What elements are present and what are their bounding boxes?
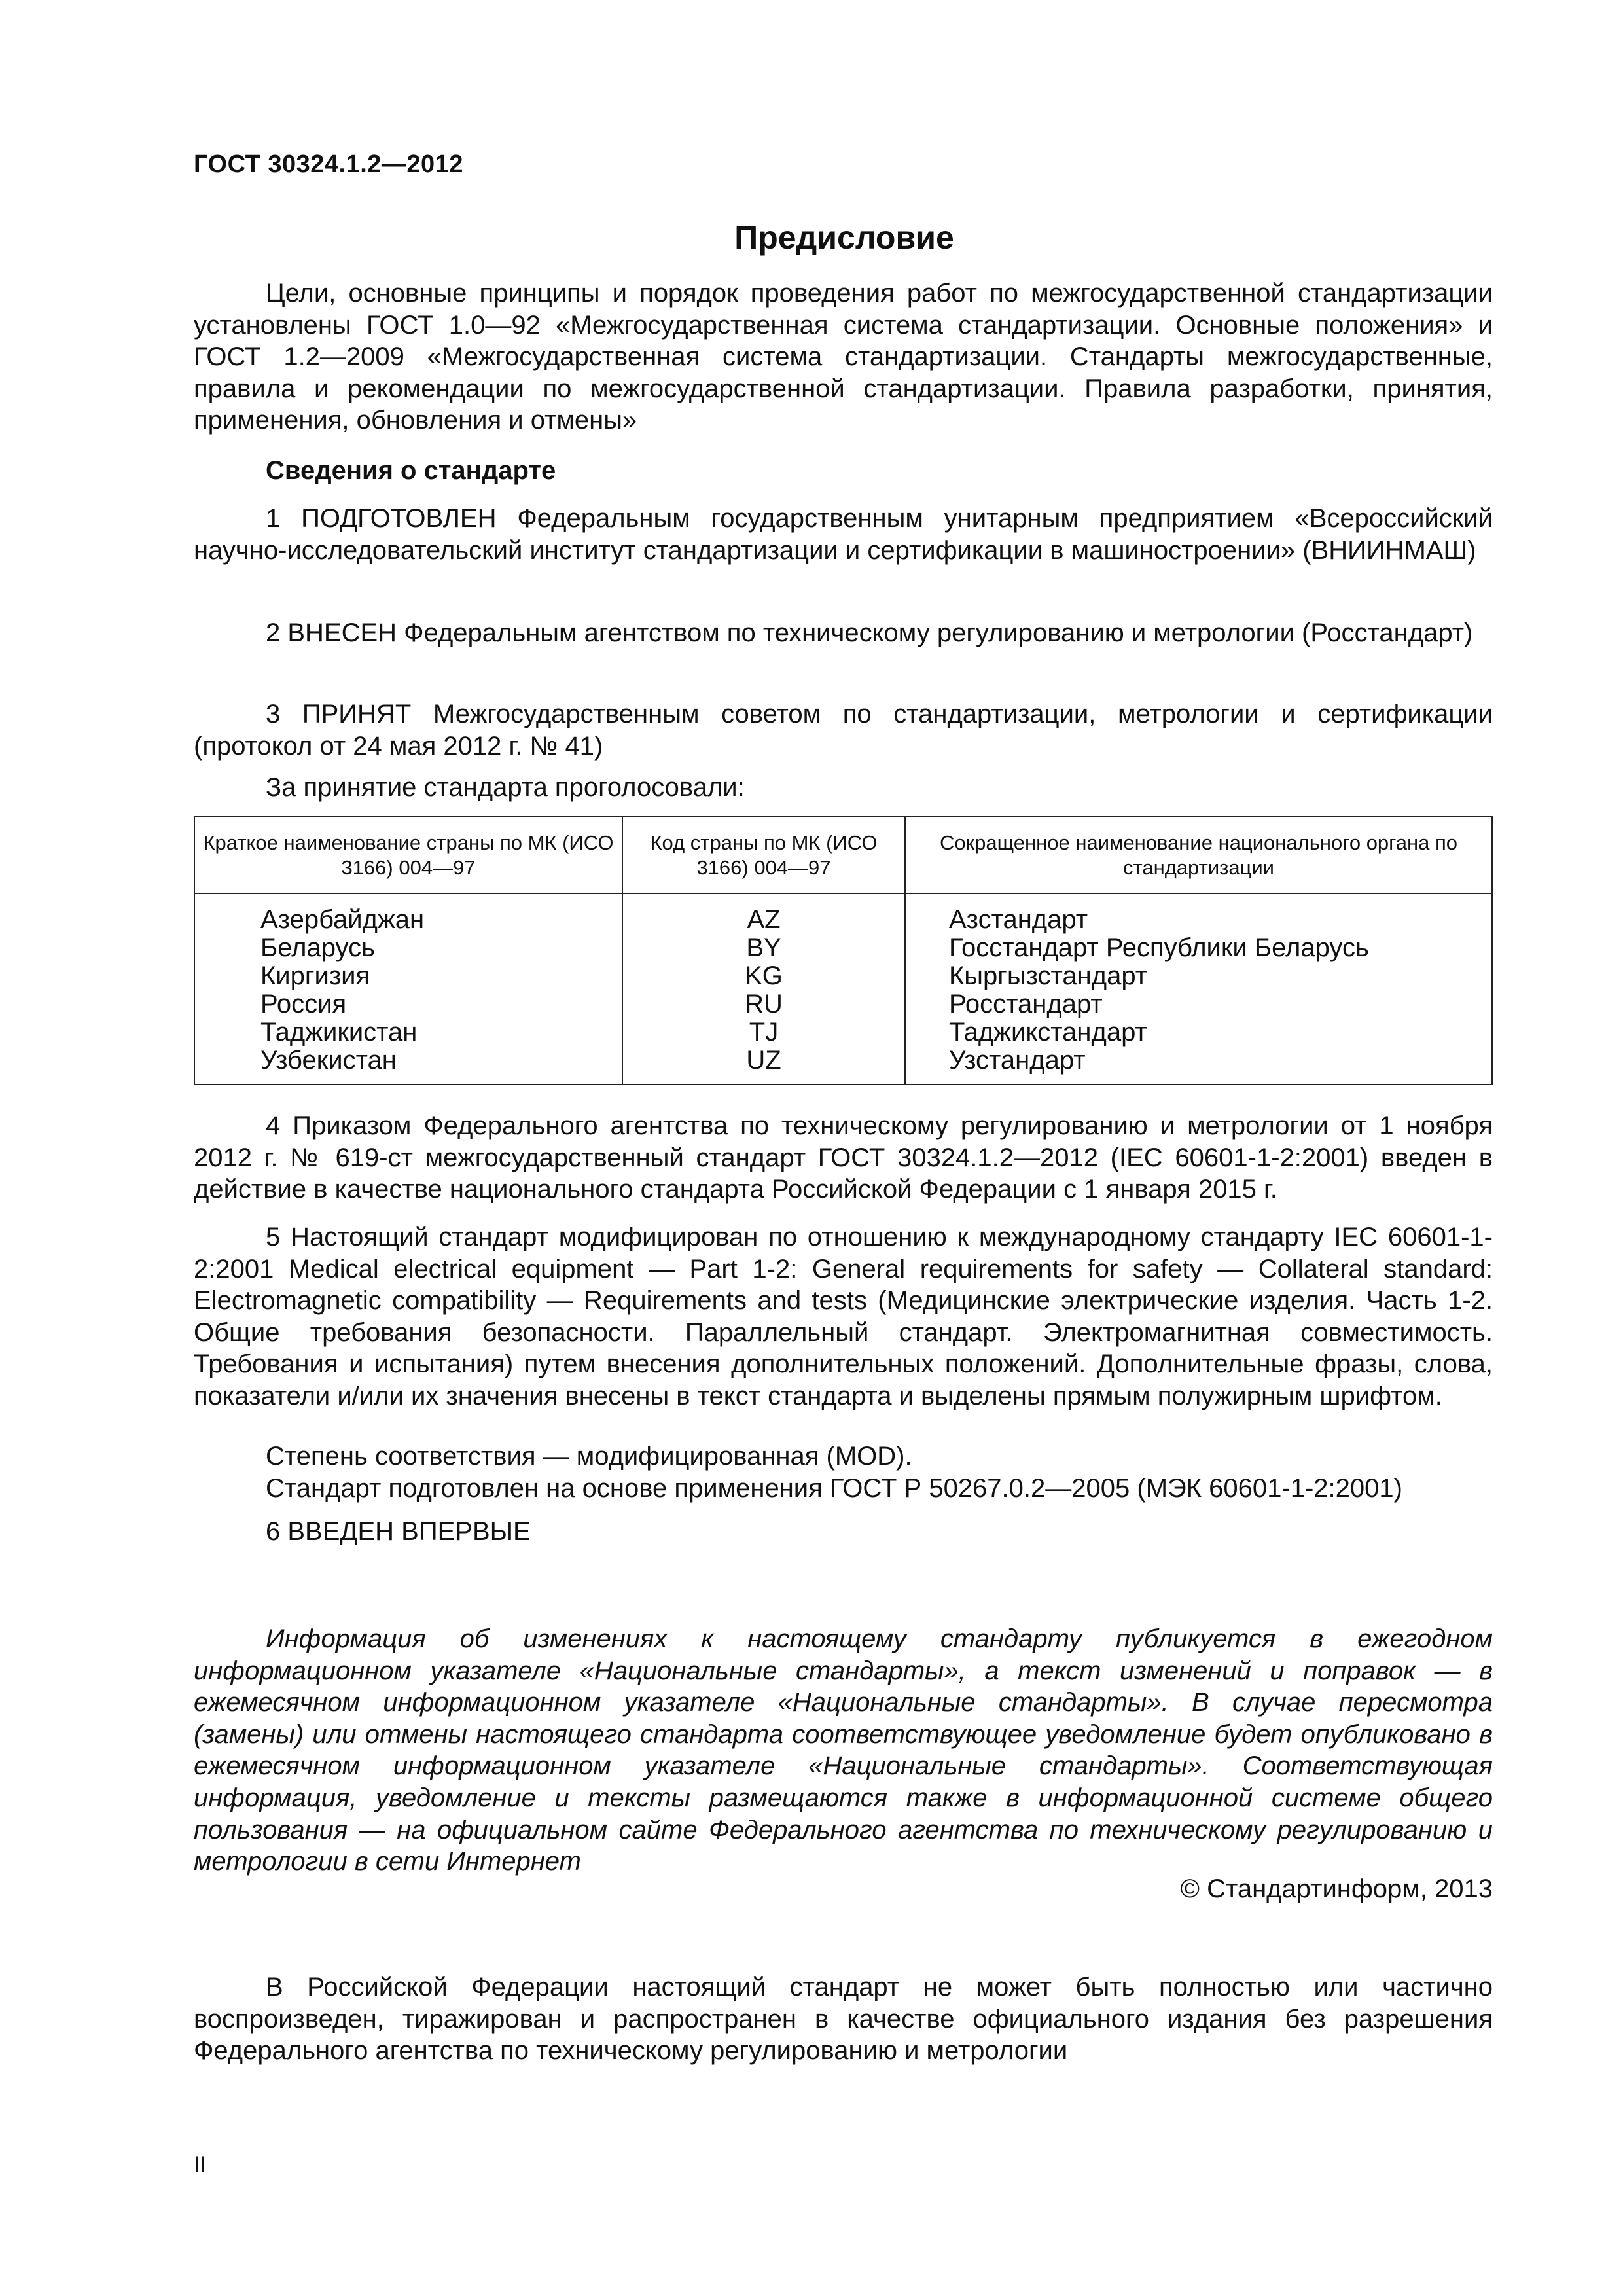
item-3-paragraph: 3 ПРИНЯТ Межгосударственным советом по стандартизации, метрологии и сертификации (протокол от 24 мая 2012 г. № 41) <box>194 700 1493 761</box>
table-row <box>194 1047 1492 1085</box>
cell-body: Госстандарт Республики Беларусь <box>905 934 1492 962</box>
table-row <box>194 962 1492 990</box>
page-title: Предисловие <box>734 219 954 256</box>
voted-label: За принятие стандарта проголосовали: <box>266 773 745 802</box>
cell-body: Росстандарт <box>905 990 1492 1018</box>
document-code: ГОСТ 30324.1.2—2012 <box>194 151 463 178</box>
cell-body: Таджикстандарт <box>905 1018 1492 1047</box>
table-row <box>194 893 1492 934</box>
intro-paragraph: Цели, основные принципы и порядок проведения работ по межгосударственной стандартизации установлены ГОСТ 1.0—92 «Межгосударственная система стандартизации. Основные положения» и ГОСТ 1.2—2009 «Межгосударственная система стандартизации. Стандарты межгосударственные, правила и рекомендации по межгосударственной стандартизации. Правила разработки, принятия, применения, обновления и отмены» <box>194 279 1493 435</box>
item-6-line: 6 ВВЕДЕН ВПЕРВЫЕ <box>266 1517 531 1546</box>
item-5-paragraph: 5 Настоящий стандарт модифицирован по отношению к международному стандарту IEC 60601-1-2:2001 Medical electrical equipment — Part 1-2: General requirements for safety — Collateral standard: Electromagnetic compatibility — Requirements and tests (Медицинские электрические изделия. Часть 1-2. Общие требования безопасности. Параллельный стандарт. Электромагнитная совместимость. Требования и испытания) путем внесения дополнительных положений. Дополнительные фразы, слова, показатели и/или их значения внесены в текст стандарта и выделены прямым полужирным шрифтом. <box>194 1223 1493 1410</box>
cell-code: BY <box>622 934 905 962</box>
cell-body: Узстандарт <box>905 1047 1492 1085</box>
notice-paragraph: Информация об изменениях к настоящему стандарту публикуется в ежегодном информационном указателе «Национальные стандарты», а текст изменений и поправок — в ежемесячном информационном указателе «Национальные стандарты». В случае пересмотра (замены) или отмены настоящего стандарта соответствующее уведомление будет опубликовано в ежемесячном информационном указателе «Национальные стандарты». Соответствующая информация, уведомление и тексты размещаются также в информационной системе общего пользования — на официальном сайте Федерального агентства по техническому регулированию и метрологии в сети Интернет <box>194 1624 1493 1876</box>
cell-country: Беларусь <box>194 934 622 962</box>
rights-paragraph: В Российской Федерации настоящий стандарт не может быть полностью или частично воспроизведен, тиражирован и распространен в качестве официального издания без разрешения Федерального агентства по техническому регулированию и метрологии <box>194 1973 1493 2066</box>
page-number: II <box>194 2152 206 2177</box>
cell-country: Таджикистан <box>194 1018 622 1047</box>
header-body: Сокращенное наименование национального органа по стандартизации <box>905 816 1492 893</box>
prepared-line: Стандарт подготовлен на основе применения ГОСТ Р 50267.0.2—2005 (МЭК 60601-1-2:2001) <box>266 1474 1402 1503</box>
table-row <box>194 990 1492 1018</box>
table-header-row <box>194 816 1492 893</box>
cell-country: Россия <box>194 990 622 1018</box>
cell-code: RU <box>622 990 905 1018</box>
cell-country: Узбекистан <box>194 1047 622 1085</box>
cell-code: UZ <box>622 1047 905 1085</box>
voting-table <box>194 816 1493 1085</box>
item-1-paragraph: 1 ПОДГОТОВЛЕН Федеральным государственным унитарным предприятием «Всероссийский научно-исследовательский институт стандартизации и сертификации в машиностроении» (ВНИИНМАШ) <box>194 504 1493 565</box>
item-4-paragraph: 4 Приказом Федерального агентства по техническому регулированию и метрологии от 1 ноября 2012 г. № 619-ст межгосударственный стандарт ГОСТ 30324.1.2—2012 (IEC 60601-1-2:2001) введен в действие в качестве национального стандарта Российской Федерации с 1 января 2015 г. <box>194 1111 1493 1204</box>
item-2-paragraph: 2 ВНЕСЕН Федеральным агентством по техническому регулированию и метрологии (Росстандарт) <box>266 619 1473 647</box>
cell-code: TJ <box>622 1018 905 1047</box>
cell-country: Азербайджан <box>194 893 622 934</box>
header-country: Краткое наименование страны по МК (ИСО 3166) 004—97 <box>194 816 622 893</box>
degree-line: Степень соответствия — модифицированная (MOD). <box>266 1442 912 1471</box>
info-heading: Сведения о стандарте <box>266 456 556 485</box>
header-code: Код страны по МК (ИСО 3166) 004—97 <box>622 816 905 893</box>
cell-country: Киргизия <box>194 962 622 990</box>
table-row <box>194 1018 1492 1047</box>
cell-code: AZ <box>622 893 905 934</box>
cell-body: Кыргызстандарт <box>905 962 1492 990</box>
cell-code: KG <box>622 962 905 990</box>
cell-body: Азстандарт <box>905 893 1492 934</box>
table-row <box>194 934 1492 962</box>
copyright: © Стандартинформ, 2013 <box>1180 1874 1493 1903</box>
